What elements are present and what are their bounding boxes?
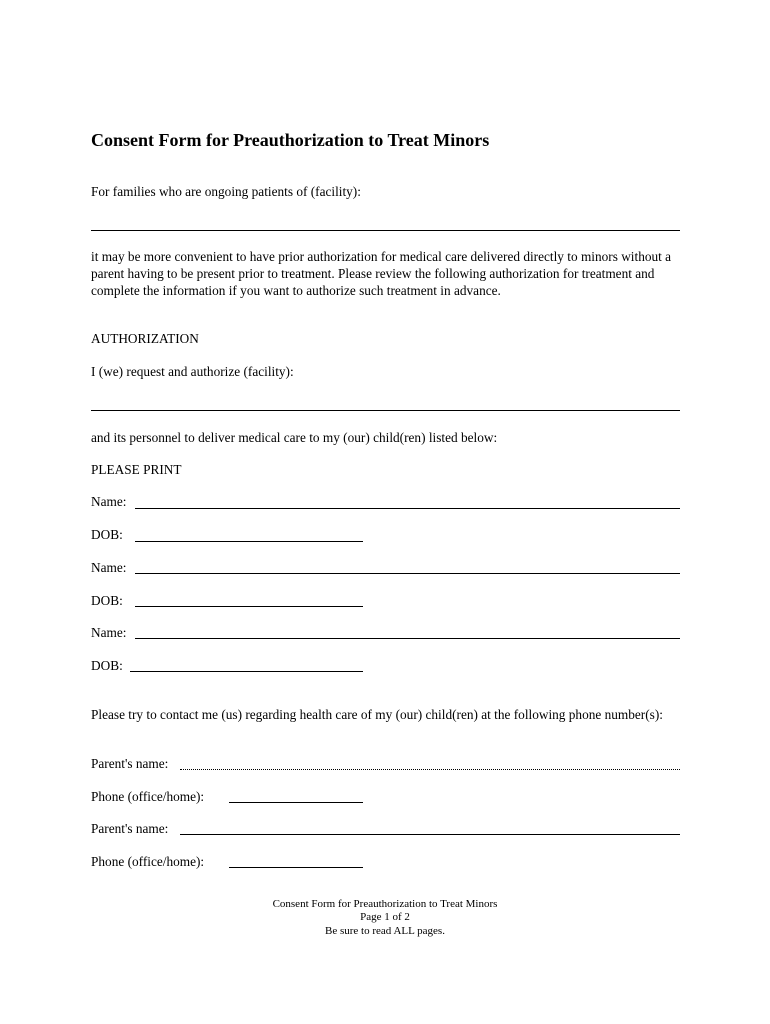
intro-text: For families who are ongoing patients of (facility): [91, 184, 361, 199]
footer-page-number: Page 1 of 2 [360, 911, 410, 923]
parent-name-label: Parent's name: [91, 756, 169, 771]
child-name-label: Name: [91, 560, 127, 575]
child-dob-label: DOB: [91, 593, 123, 608]
child-dob-field[interactable] [135, 541, 363, 542]
form-title: Consent Form for Preauthorization to Treat Minors [91, 130, 490, 150]
parent-name-field[interactable] [180, 834, 680, 835]
footer-title: Consent Form for Preauthorization to Treat Minors [272, 898, 498, 910]
facility-line-2[interactable] [91, 410, 680, 411]
parent-name-label: Parent's name: [91, 821, 169, 836]
child-name-field[interactable] [135, 638, 680, 639]
parent-name-field[interactable] [180, 769, 680, 770]
parent-phone-label: Phone (office/home): [91, 854, 205, 869]
child-dob-field[interactable] [130, 671, 363, 672]
request-line: I (we) request and authorize (facility): [91, 364, 294, 379]
footer-note: Be sure to read ALL pages. [325, 925, 445, 937]
parent-phone-field[interactable] [229, 867, 363, 868]
parent-phone-label: Phone (office/home): [91, 789, 205, 804]
child-dob-field[interactable] [135, 606, 363, 607]
child-name-label: Name: [91, 494, 127, 509]
intro-paragraph: it may be more convenient to have prior authorization for medical care delivered directly to minors without a parent having to be present prior to treatment. Please review the following authorization for treatment and complete the information if you want to authorize such treatment in advance. [91, 249, 672, 298]
child-dob-label: DOB: [91, 658, 123, 673]
child-name-field[interactable] [135, 508, 680, 509]
child-name-label: Name: [91, 625, 127, 640]
authorization-heading: AUTHORIZATION [91, 331, 199, 346]
facility-line-1[interactable] [91, 230, 680, 231]
parent-phone-field[interactable] [229, 802, 363, 803]
child-name-field[interactable] [135, 573, 680, 574]
personnel-line: and its personnel to deliver medical care to my (our) child(ren) listed below: [91, 430, 498, 445]
contact-paragraph: Please try to contact me (us) regarding health care of my (our) child(ren) at the following phone number(s): [91, 707, 663, 722]
please-print-label: PLEASE PRINT [91, 462, 182, 477]
child-dob-label: DOB: [91, 527, 123, 542]
